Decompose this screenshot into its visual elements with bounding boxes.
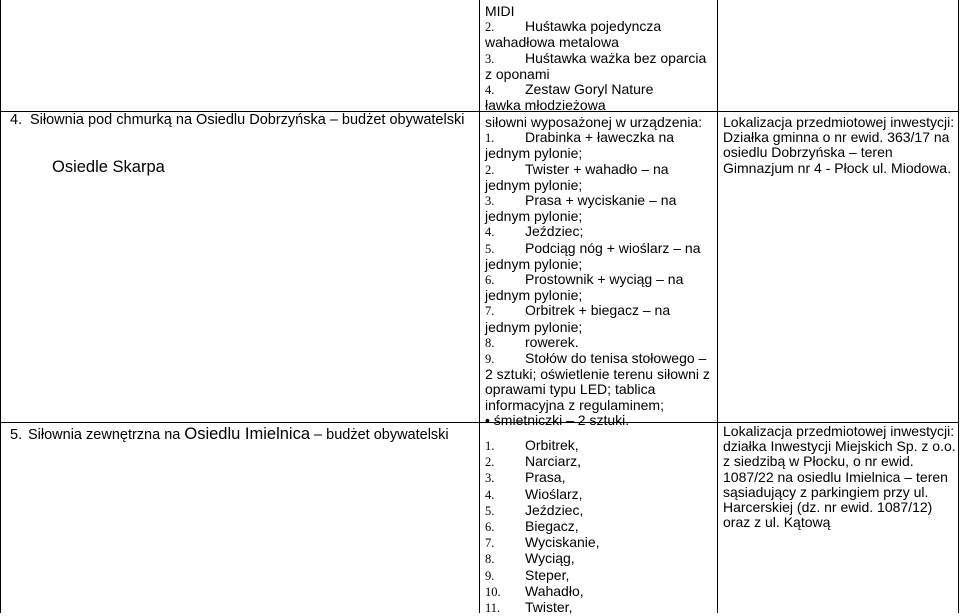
row4-number: 4. bbox=[10, 112, 23, 128]
table-border-left bbox=[0, 0, 1, 613]
list-item-cont: jednym pylonie; bbox=[485, 176, 583, 193]
list-item: 8. rowerek. bbox=[485, 333, 579, 350]
row5-equipment-list bbox=[485, 438, 600, 616]
list-item-cont: jednym pylonie; bbox=[485, 318, 583, 335]
row5-title-post: – budżet obywatelski bbox=[314, 427, 449, 443]
list-item: 10. Wahadło, bbox=[485, 582, 584, 599]
list-item: wahadłowa metalowa bbox=[485, 34, 619, 51]
list-item: 3. Huśtawka ważka bez oparcia bbox=[485, 49, 707, 66]
list-item: 6. Biegacz, bbox=[485, 518, 579, 535]
list-item: 8. Wyciąg, bbox=[485, 550, 575, 567]
list-intro: siłowni wyposażonej w urządzenia: bbox=[485, 114, 703, 130]
list-item: 3. Prasa + wyciskanie – na bbox=[485, 192, 677, 209]
row4-subtitle: Osiedle Skarpa bbox=[52, 158, 165, 176]
row5-location bbox=[723, 424, 956, 530]
location-line: działka Inwestycji Miejskich Sp. z o.o. bbox=[723, 438, 956, 455]
table-border-right bbox=[958, 0, 959, 613]
list-item: 4. Wioślarz, bbox=[485, 485, 583, 502]
list-item-cont: jednym pylonie; bbox=[485, 208, 583, 225]
location-line: oraz z ul. Kątową bbox=[723, 514, 831, 531]
list-item: 5. Jeździec, bbox=[485, 501, 584, 518]
location-line: z siedzibą w Płocku, o nr ewid. bbox=[723, 453, 914, 470]
location-line: 1087/22 na osiedlu Imielnica – teren bbox=[723, 468, 948, 485]
list-item: 6. Prostownik + wyciąg – na bbox=[485, 271, 684, 288]
row5-title-pre: Siłownia zewnętrzna na bbox=[28, 427, 181, 443]
row5-number: 5. bbox=[10, 427, 23, 443]
list-item: 2. Twister + wahadło – na bbox=[485, 160, 669, 177]
table-border-col2 bbox=[479, 0, 480, 613]
row4-equipment-list bbox=[485, 115, 710, 428]
row4-title-text: Siłownia pod chmurką na Osiedlu Dobrzyńska – budżet obywatelski bbox=[30, 112, 465, 128]
list-extra-line: oprawami typu LED; tablica bbox=[485, 381, 656, 398]
list-item: 1. Orbitrek, bbox=[485, 437, 579, 453]
list-item: 9. Stołów do tenisa stołowego – bbox=[485, 350, 707, 367]
list-item-cont: jednym pylonie; bbox=[485, 287, 583, 304]
list-item: 3. Prasa, bbox=[485, 469, 566, 486]
list-item-cont: jednym pylonie; bbox=[485, 255, 583, 272]
list-item: ławka młodzieżowa bbox=[485, 97, 606, 114]
list-item: 2. Narciarz, bbox=[485, 453, 582, 470]
list-item: 7. Orbitrek + biegacz – na bbox=[485, 302, 671, 319]
list-item: 5. Podciąg nóg + wioślarz – na bbox=[485, 239, 701, 256]
list-extra-line: 2 sztuki; oświetlenie terenu siłowni z bbox=[485, 366, 710, 383]
list-item: 4. Jeździec; bbox=[485, 223, 584, 240]
list-extra-line: informacyjna z regulaminem; bbox=[485, 396, 664, 413]
list-item: 7. Wyciskanie, bbox=[485, 534, 600, 551]
top-row-equipment-list bbox=[485, 4, 706, 113]
table-border-col3 bbox=[717, 0, 718, 613]
list-item-cont: jednym pylonie; bbox=[485, 145, 583, 162]
list-item: 1. Drabinka + ławeczka na bbox=[485, 129, 675, 146]
location-line: osiedlu Dobrzyńska – teren bbox=[723, 144, 893, 161]
list-item: z oponami bbox=[485, 65, 550, 82]
list-item: 11. Twister, bbox=[485, 599, 573, 616]
location-line: Harcerskiej (dz. nr ewid. 1087/12) bbox=[723, 499, 933, 516]
list-item: 9. Steper, bbox=[485, 566, 570, 583]
list-item: 2. Huśtawka pojedyncza bbox=[485, 18, 662, 35]
bullet-item: • śmietniczki – 2 sztuki. bbox=[485, 411, 630, 428]
location-line: sąsiadujący z parkingiem przy ul. bbox=[723, 483, 929, 500]
row5-title-place: Osiedlu Imielnica bbox=[184, 425, 311, 443]
list-item: 4. Zestaw Goryl Nature bbox=[485, 81, 654, 98]
row5-title bbox=[10, 427, 449, 443]
location-line: Gimnazjum nr 4 - Płock ul. Miodowa. bbox=[723, 159, 951, 176]
row4-title bbox=[10, 113, 464, 128]
list-item: MIDI bbox=[485, 3, 515, 19]
row4-location bbox=[723, 115, 954, 176]
location-line: Lokalizacja przedmiotowej inwestycji: bbox=[723, 423, 955, 439]
location-line: Lokalizacja przedmiotowej inwestycji: bbox=[723, 114, 955, 130]
location-line: Działka gminna o nr ewid. 363/17 na bbox=[723, 129, 950, 146]
